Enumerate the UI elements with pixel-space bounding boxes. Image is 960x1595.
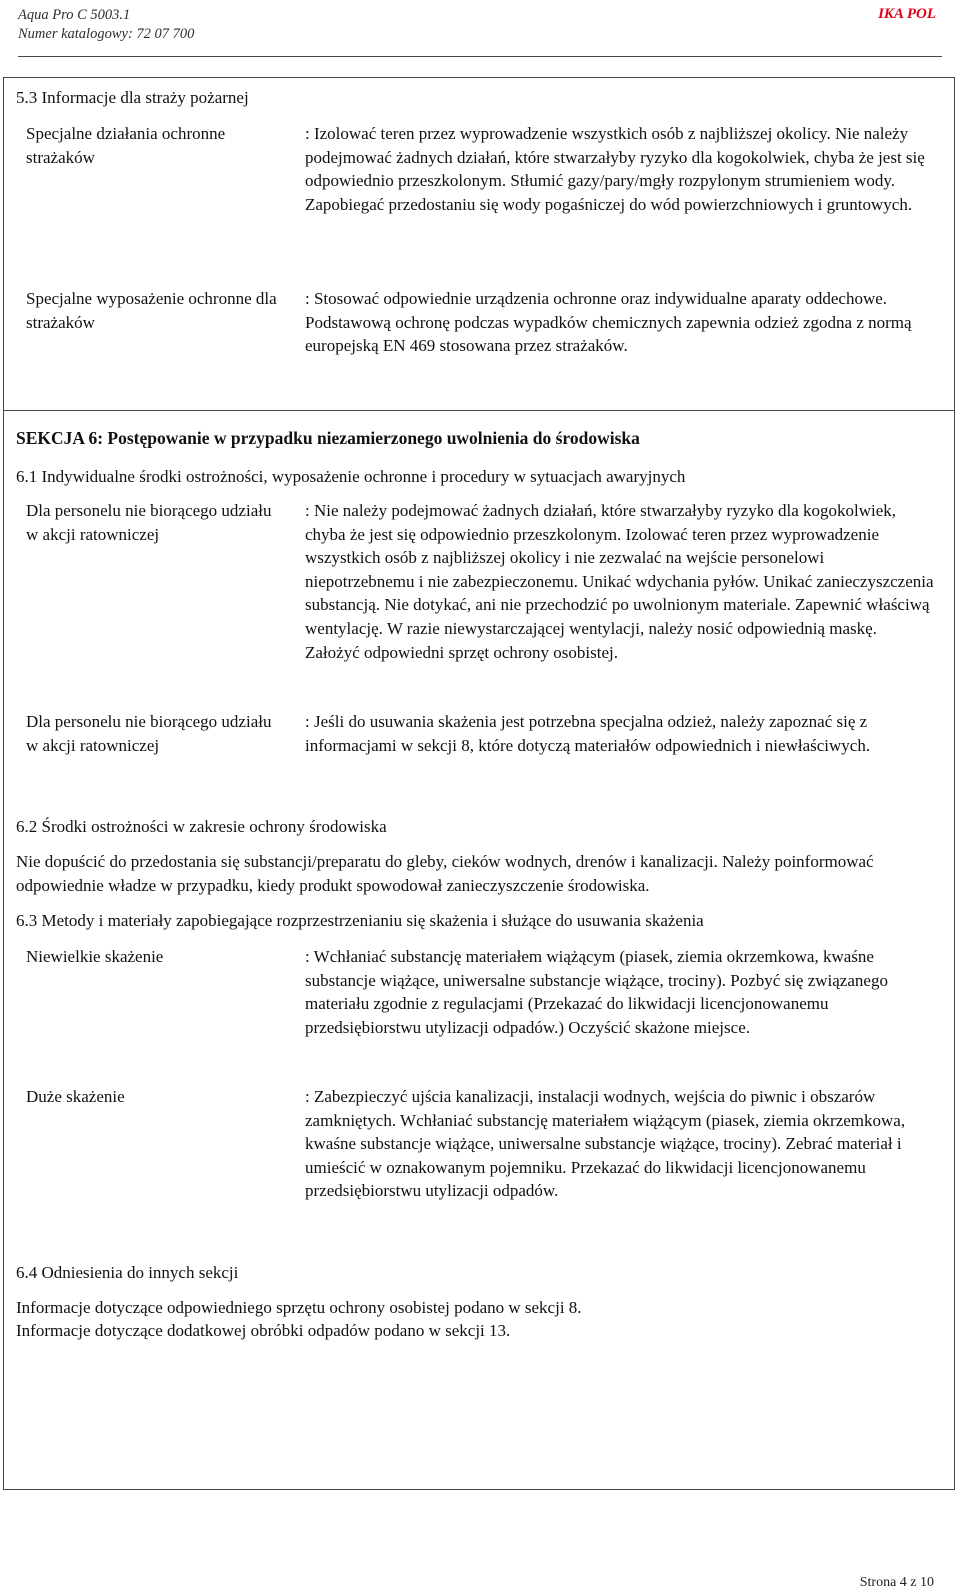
large-spill-label: Duże skażenie — [26, 1087, 125, 1106]
section-6-4-heading: 6.4 Odniesienia do innych sekcji — [16, 1263, 239, 1282]
section-6-2-heading: 6.2 Środki ostrożności w zakresie ochrony środowiska — [16, 817, 387, 836]
product-name: Aqua Pro C 5003.1 — [18, 7, 131, 23]
page-number: Strona 4 z 10 — [859, 1575, 934, 1590]
section-6-2-text: Nie dopuścić do przedostania się substancji/preparatu do gleby, cieków wodnych, drenów i kanalizacji. Należy poinformować odpowiednie władze w przypadku, kiedy produkt spowodował zanieczyszczenie środowiska. — [16, 852, 874, 895]
document-header — [18, 6, 194, 44]
fire-actions-value: : Izolować teren przez wyprowadzenie wszystkich osób z najbliższej okolicy. Nie należy podejmować żadnych działań, które stwarzałyby ryzyko dla kogokolwiek, chyba że jest się odpowiednio przeszkolonym. Stłumić gazy/pary/mgły rozpylonym strumieniem wody. Zapobiegać przedostaniu się wody pogaśniczej do wód powierzchniowych i gruntowych. — [305, 124, 925, 214]
section-6-4-line-2: Informacje dotyczące dodatkowej obróbki odpadów podano w sekcji 13. — [16, 1321, 511, 1340]
personnel-value-1: : Nie należy podejmować żadnych działań, które stwarzałyby ryzyko dla kogokolwiek, chyba że jest się odpowiednio przeszkolonym. Izolować teren przez wyprowadzenie wszystkich osób z najbliższej okolicy i nie zezwalać na wejście personelowi niepotrzebnemu i nie zabezpieczonemu. Unikać wdychania pyłów. Unikać zanieczyszczenia substancją. Nie dotykać, ani nie przechodzić po uwolnionym materiale. Zapewnić właściwą wentylację. W razie niewystarczającej wentylacji, należy nosić odpowiednią maskę. Założyć odpowiedni sprzęt ochrony osobistej. — [305, 501, 934, 662]
large-spill-value: : Zabezpieczyć ujścia kanalizacji, instalacji wodnych, wejścia do piwnic i obszarów zamkniętych. Wchłaniać substancję materiałem wiążącym (piasek, ziemia okrzemkowa, kwaśne substancje wiążące, uniwersalne substancje wiążące, trociny). Zebrać materiał i umieścić w oznakowanym pojemniku. Przekazać do likwidacji licencjonowanemu przedsiębiorstwu utylizacji odpadów. — [305, 1087, 906, 1201]
fire-equipment-label: Specjalne wyposażenie ochronne dla strażaków — [26, 289, 277, 332]
brand-logo-text: IKA POL — [878, 6, 936, 22]
personnel-label-1: Dla personelu nie biorącego udziału w akcji ratowniczej — [26, 501, 272, 544]
section-6-4-line-1: Informacje dotyczące odpowiedniego sprzętu ochrony osobistej podano w sekcji 8. — [16, 1298, 582, 1317]
small-spill-value: : Wchłaniać substancję materiałem wiążącym (piasek, ziemia okrzemkowa, kwaśne substancje wiążące, uniwersalne substancje wiążące, trociny). Pozbyć się związanego materiału zgodnie z regulacjami (Przekazać do likwidacji licencjonowanemu przedsiębiorstwu utylizacji odpadów.) Oczyścić skażone miejsce. — [305, 947, 888, 1037]
catalog-number: Numer katalogowy: 72 07 700 — [18, 26, 195, 42]
section-5-3-heading: 5.3 Informacje dla straży pożarnej — [16, 88, 249, 107]
header-divider — [18, 56, 942, 57]
fire-equipment-value: : Stosować odpowiednie urządzenia ochronne oraz indywidualne aparaty oddechowe. Podstawową ochronę podczas wypadków chemicznych zapewnia odzież zgodna z normą europejską EN 469 stosowana przez strażaków. — [305, 289, 912, 356]
personnel-label-2: Dla personelu nie biorącego udziału w akcji ratowniczej — [26, 712, 272, 755]
section-6-1-heading: 6.1 Indywidualne środki ostrożności, wyposażenie ochronne i procedury w sytuacjach awaryjnych — [16, 467, 686, 486]
fire-actions-label: Specjalne działania ochronne strażaków — [26, 124, 226, 167]
section-6-title: SEKCJA 6: Postępowanie w przypadku niezamierzonego uwolnienia do środowiska — [16, 428, 640, 448]
small-spill-label: Niewielkie skażenie — [26, 947, 164, 966]
personnel-value-2: : Jeśli do usuwania skażenia jest potrzebna specjalna odzież, należy zapoznać się z informacjami w sekcji 8, które dotyczą materiałów odpowiednich i niewłaściwych. — [305, 712, 871, 755]
section-6-3-heading: 6.3 Metody i materiały zapobiegające rozprzestrzenianiu się skażenia i służące do usuwania skażenia — [16, 911, 704, 930]
